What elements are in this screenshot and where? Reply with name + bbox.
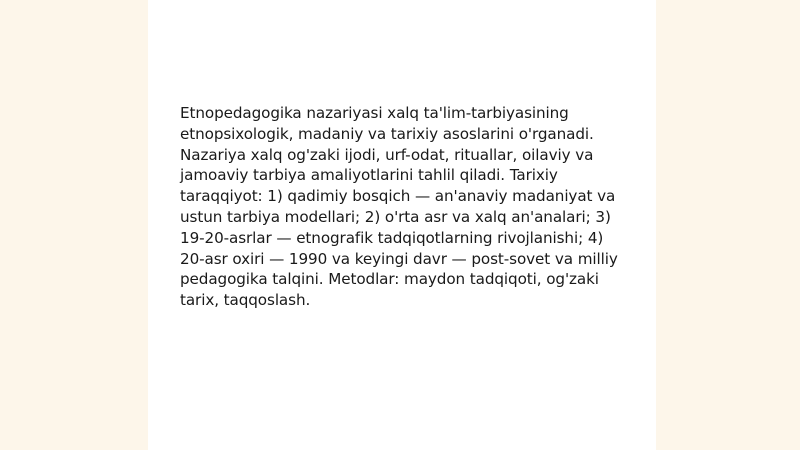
body-paragraph: Etnopedagogika nazariyasi xalq ta'lim-tarbiyasining etnopsixologik, madaniy va tarixiy asoslarini o'rganadi. Nazariya xalq og'zaki ijodi, urf-odat, rituallar, oilaviy va jamoaviy tarbiya amaliyotlarini tahlil qiladi. Tarixiy taraqqiyot: 1) qadimiy bosqich — an'anaviy madaniyat va ustun tarbiya modellari; 2) o'rta asr va xalq an'analari; 3) 19-20-asrlar — etnografik tadqiqotlarning rivojlanishi; 4) 20-asr oxiri — 1990 va keyingi davr — post-sovet va milliy pedagogika talqini. Metodlar: maydon tadqiqoti, og'zaki tarix, taqqoslash.: [180, 104, 618, 310]
document-page: [148, 0, 656, 450]
